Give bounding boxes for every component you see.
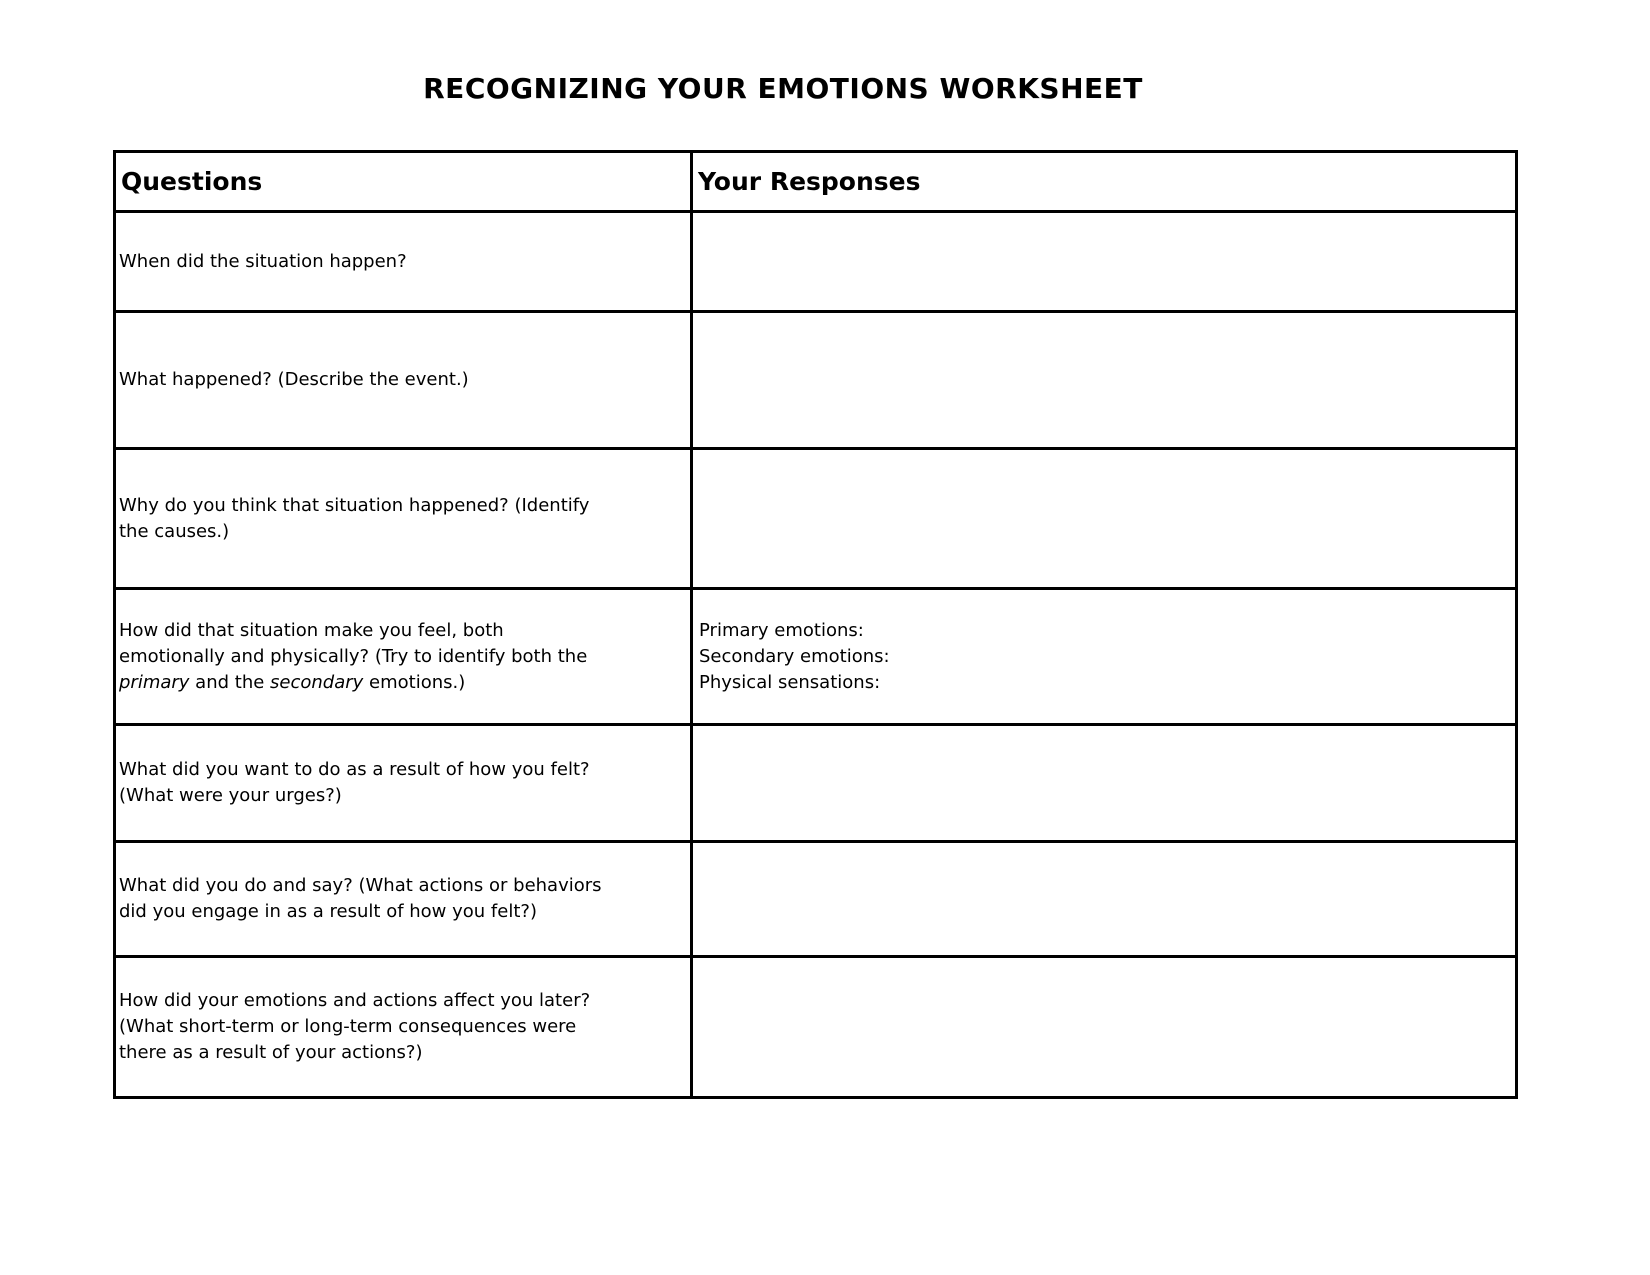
response-cell[interactable] xyxy=(692,842,1517,957)
question-cell xyxy=(115,725,692,842)
table-row-urges xyxy=(115,725,1517,842)
response-cell[interactable] xyxy=(692,725,1517,842)
question-line: there as a result of your actions?) xyxy=(119,1042,423,1063)
table-row-actions xyxy=(115,842,1517,957)
response-label-secondary-emotions: Secondary emotions: xyxy=(699,645,890,667)
question-line: How did that situation make you feel, both xyxy=(119,619,504,641)
response-cell[interactable] xyxy=(692,312,1517,449)
response-cell[interactable] xyxy=(692,212,1517,312)
italic-secondary: secondary xyxy=(270,671,364,693)
question-line: What did you want to do as a result of how you felt? xyxy=(119,759,590,780)
response-label-physical-sensations: Physical sensations: xyxy=(699,671,881,693)
question-text-segment: emotions.) xyxy=(363,671,466,693)
table-row-how-feel xyxy=(115,589,1517,725)
column-header-responses: Your Responses xyxy=(692,152,1517,212)
question-line: did you engage in as a result of how you felt?) xyxy=(119,901,537,922)
response-cell[interactable] xyxy=(692,589,1517,725)
worksheet-table xyxy=(113,150,1518,1099)
question-line: (What short-term or long-term consequences were xyxy=(119,1016,577,1037)
table-header-row xyxy=(115,152,1517,212)
question-cell xyxy=(115,842,692,957)
question-cell xyxy=(115,212,692,312)
table-row-why-happened xyxy=(115,449,1517,589)
question-cell xyxy=(115,957,692,1098)
question-line xyxy=(119,670,688,696)
question-line: (What were your urges?) xyxy=(119,785,342,806)
table-row-when xyxy=(115,212,1517,312)
question-cell xyxy=(115,589,692,725)
response-cell[interactable] xyxy=(692,449,1517,589)
question-line: Why do you think that situation happened? (Identify xyxy=(119,494,590,516)
question-line: What did you do and say? (What actions or behaviors xyxy=(119,875,602,896)
response-label-primary-emotions: Primary emotions: xyxy=(699,619,864,641)
question-cell xyxy=(115,449,692,589)
italic-primary: primary xyxy=(119,671,190,693)
table-row-what-happened xyxy=(115,312,1517,449)
question-text-segment: and the xyxy=(189,671,271,693)
page-title: RECOGNIZING YOUR EMOTIONS WORKSHEET xyxy=(423,72,1143,105)
question-line: the causes.) xyxy=(119,520,230,542)
table-row-consequences xyxy=(115,957,1517,1098)
question-line: When did the situation happen? xyxy=(119,250,407,272)
question-line: What happened? (Describe the event.) xyxy=(119,369,469,390)
question-line: emotionally and physically? (Try to identify both the xyxy=(119,645,588,667)
column-header-questions: Questions xyxy=(115,152,692,212)
question-cell xyxy=(115,312,692,449)
question-line: How did your emotions and actions affect you later? xyxy=(119,990,591,1011)
response-cell[interactable] xyxy=(692,957,1517,1098)
